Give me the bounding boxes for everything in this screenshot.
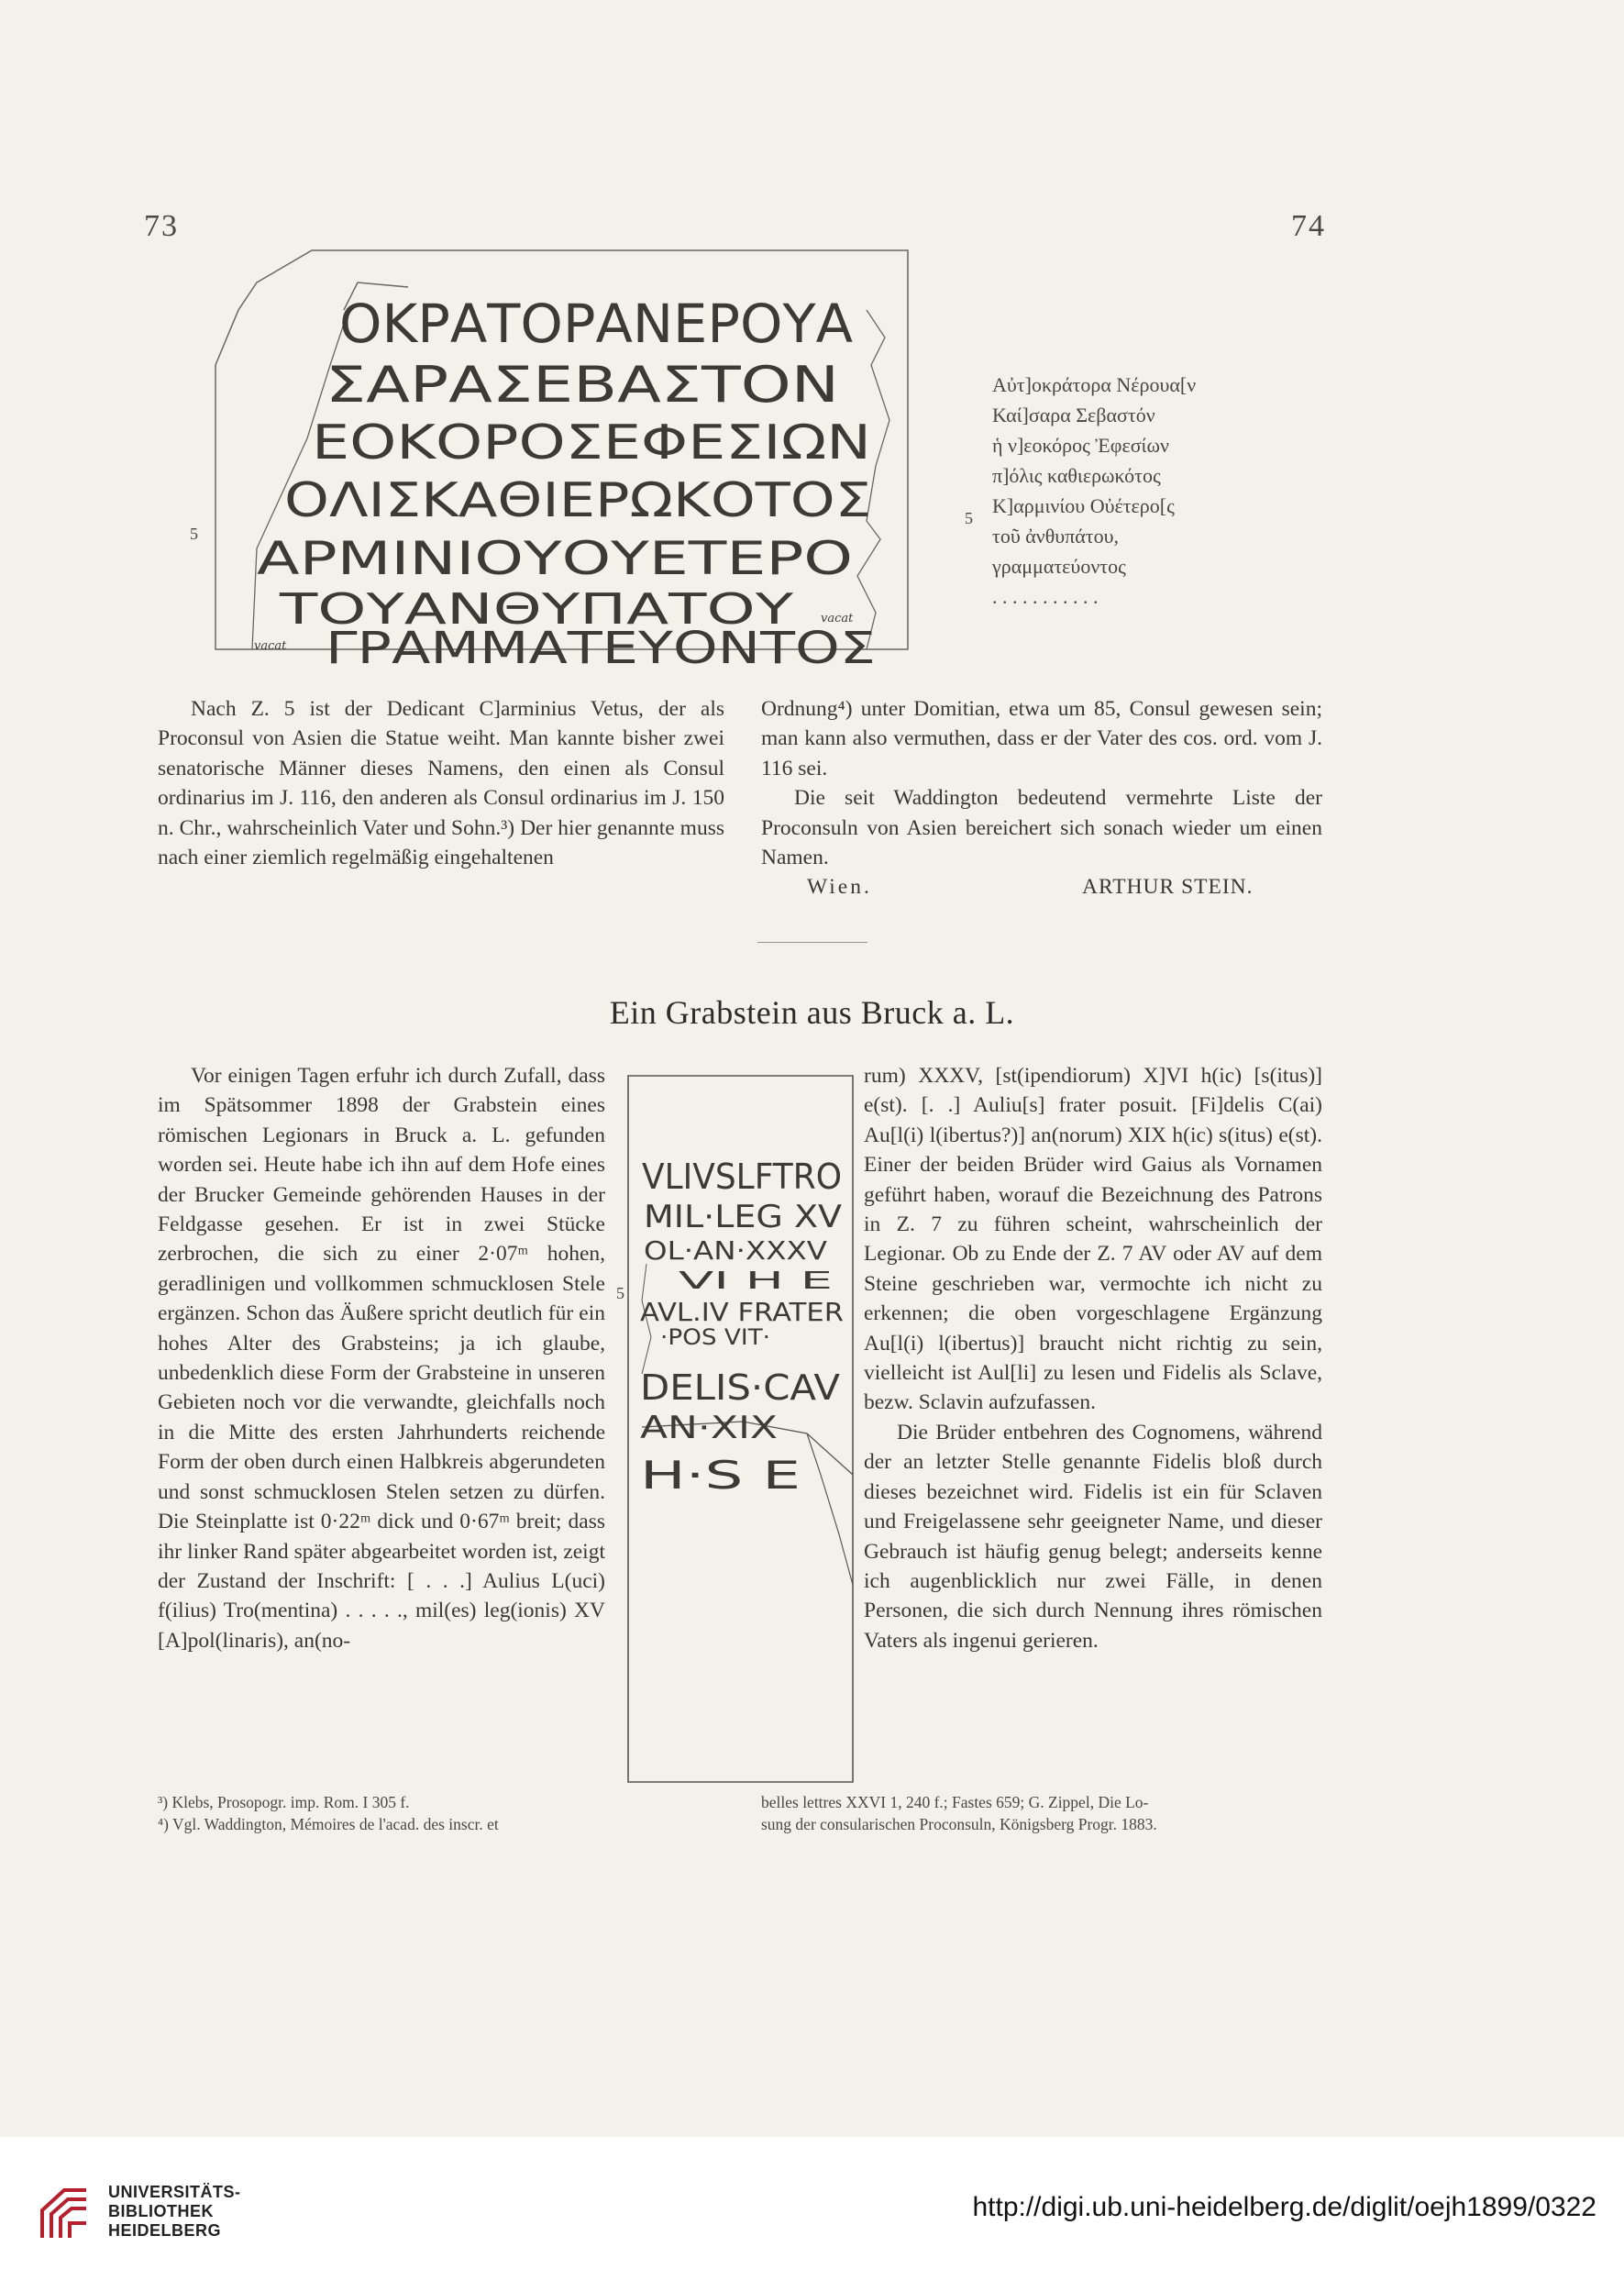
article1-author: ARTHUR STEIN.: [1082, 875, 1254, 900]
greek-insc-line-2: ΣΑΡΑΣΕΒΑΣΤΟΝ: [326, 356, 839, 414]
article1-right-paragraph-2: Die seit Waddington bedeutend vermehrte Liste der Proconsuln von Asien bereichert sich sonach wieder um einen Namen.: [761, 786, 1322, 870]
article1-right-paragraph-1: Ordnung⁴) unter Domitian, etwa um 85, Consul gewesen sein; man kann also vermuthen, dass er der Vater des cos. ord. vom J. 116 sei.: [761, 697, 1322, 780]
greek-trans-ellipsis: . . . . . . . . . . .: [992, 585, 1099, 608]
greek-transcription: [992, 370, 1196, 612]
greek-trans-line-3: ἡ ν]εοκόρος Ἐφεσίων: [992, 434, 1169, 457]
article1-left-paragraph: Nach Z. 5 ist der Dedicant C]arminius Vetus, der als Proconsul von Asien die Statue weiht. Man kannte bisher zwei senatorische Männer dieses Namens, den einen als Consul ordinarius im J. 116, den anderen als Consul ordinarius im J. 150 n. Chr., wahrscheinlich Vater und Sohn.³) Der hier genannte muss nach einer ziemlich regelmäßig eingehaltenen: [158, 697, 724, 870]
greek-insc-line-5: ΑΡΜΙΝΙΟΥΟΥΕΤΕΡΟ: [257, 532, 853, 585]
article1-right-column: [761, 694, 1322, 902]
greek-insc-line-marker: 5: [190, 525, 198, 543]
greek-insc-line-3: ΕΟΚΟΡΟΣΕΦΕΣΙΩΝ: [312, 415, 871, 470]
latin-insc-line-1: VLIVSLFTRO: [642, 1157, 842, 1197]
greek-trans-line-4: π]όλις καθιερωκότος: [992, 464, 1161, 487]
article2-title: Ein Grabstein aus Bruck a. L.: [609, 994, 1015, 1031]
greek-trans-line-5: Κ]αρμινίου Οὐέτερο[ς: [992, 494, 1175, 517]
greek-trans-line-6: τοῦ ἀνθυπάτου,: [992, 525, 1120, 548]
logo-line-3: HEIDELBERG: [108, 2221, 222, 2240]
logo-line-2: BIBLIOTHEK: [108, 2202, 214, 2220]
greek-inscription-drawing: [188, 246, 912, 668]
footnote-4-cont-1: belles lettres XXVI 1, 240 f.; Fastes 659; G. Zippel, Die Lo-: [761, 1793, 1149, 1811]
page-number-left: 73: [144, 209, 179, 243]
footnotes-right: [761, 1791, 1322, 1835]
article2-right-paragraph-2: Die Brüder entbehren des Cognomens, während der an letzter Stelle genannte Fidelis bloß durch dieses bezeichnet wird. Fidelis ist ein für Sclaven und Freigelassene sehr geeigneter Name, und dieser Gebrauch ist häufig genug belegt; anderseits kenne ich augenblicklich nur zwei Fälle, in denen Personen, die sich durch Nennung ihres römischen Vaters als ingenui gerieren.: [864, 1420, 1322, 1653]
article1-left-column: [158, 694, 724, 872]
greek-insc-vacat-2: vacat: [254, 639, 287, 653]
latin-insc-line-5: AVL.IV FRATER: [640, 1297, 844, 1327]
latin-insc-line-6: ·POS VIT·: [660, 1324, 770, 1350]
article2-left-column: [158, 1061, 605, 1655]
page-number-right: 74: [1291, 209, 1326, 243]
latin-insc-line-4: VI H E: [679, 1267, 833, 1295]
footnote-3: ³) Klebs, Prosopogr. imp. Rom. I 305 f.: [158, 1793, 410, 1811]
university-library-logo-text: [108, 2183, 241, 2241]
greek-trans-line-7: γραμματεύοντος: [992, 555, 1126, 578]
latin-insc-line-8: AN·XIX: [640, 1410, 778, 1446]
article1-signature: [761, 872, 1322, 902]
footer-bar: [0, 2137, 1624, 2280]
greek-insc-line-1: ΟΚΡΑΤΟΡΑΝΕΡΟΥΑ: [339, 293, 854, 355]
footnotes-left: [158, 1791, 726, 1835]
article2-left-paragraph: Vor einigen Tagen erfuhr ich durch Zufall, dass im Spätsommer 1898 der Grabstein eines römischen Legionars in Bruck a. L. gefunden worden sei. Heute habe ich ihn auf dem Hofe eines der Brucker Gemeinde gehörenden Hauses in der Feldgasse gesehen. Er ist in zwei Stücke zerbrochen, die sich zu einer 2·07ᵐ hohen, geradlinigen und vollkommen schmucklosen Stele ergänzen. Schon das Äußere spricht deutlich für ein hohes Alter des Grabsteins; ja ich glaube, unbedenklich diese Form der Grabsteine in unseren Gebieten noch vor die verwandte, gleichfalls noch in die Mitte des ersten Jahrhunderts reichende Form der oben durch einen Halbkreis abgerundeten und sonst schmucklosen Stelen setzen zu dürfen. Die Steinplatte ist 0·22ᵐ dick und 0·67ᵐ breit; dass ihr linker Rand später abgearbeitet worden ist, zeigt der Zustand der Inschrift: [ . . .] Aulius L(uci) f(ilius) Tro(mentina) . . . . ., mil(es) leg(ionis) XV [A]pol(linaris), an(no-: [158, 1064, 605, 1653]
footnote-4-cont-2: sung der consularischen Proconsuln, Königsberg Progr. 1883.: [761, 1815, 1157, 1833]
greek-insc-line-6: ΤΟΥΑΝΘΥΠΑΤΟΥ: [278, 584, 795, 634]
article-separator: [757, 942, 867, 943]
latin-insc-line-2: MIL·LEG XV: [644, 1199, 842, 1235]
logo-line-1: UNIVERSITÄTS-: [108, 2183, 241, 2201]
article2-right-column: [864, 1061, 1322, 1655]
latin-insc-line-3: OL·AN·XXXV: [644, 1235, 827, 1266]
article1-place: Wien.: [807, 875, 872, 900]
greek-trans-line-1: Αὐτ]οκράτορα Νέρουα[ν: [992, 373, 1197, 396]
latin-inscription-drawing: [624, 1071, 862, 1787]
latin-insc-line-9: H·S E: [640, 1453, 801, 1498]
latin-insc-line-7: DELIS·CAV: [640, 1367, 840, 1408]
source-url[interactable]: http://digi.ub.uni-heidelberg.de/diglit/oejh1899/0322: [972, 2192, 1596, 2222]
university-library-logo-icon: [37, 2174, 95, 2241]
greek-trans-line-2: Καί]σαρα Σεβαστόν: [992, 404, 1155, 426]
article2-right-paragraph-1: rum) XXXV, [st(ipendiorum) X]VI h(ic) [s(itus)] e(st). [. .] Auliu[s] frater posuit. [Fi]delis C(ai) Au[l(i) l(ibertus?)] an(norum) XIX h(ic) s(itus) e(st). Einer der beiden Brüder wird Gaius als Vornamen geführt haben, worauf die Bezeichnung des Patrons in Z. 7 zu führen scheint, wahrscheinlich der Legionar. Ob zu Ende der Z. 7 AV oder AV auf dem Steine geschrieben war, vermochte ich nicht zu erkennen; die oben vorgeschlagene Ergänzung Au[l(i) l(ibertus)] braucht nicht richtig zu sein, vielleicht ist Aul[li] zu lesen und Fidelis als Sclave, bezw. Sclavin aufzufassen.: [864, 1064, 1322, 1415]
greek-trans-line-marker: 5: [965, 509, 973, 527]
greek-insc-line-4: ΟΛΙΣΚΑΘΙΕΡΩΚΟΤΟΣ: [284, 473, 872, 528]
footnote-4: ⁴) Vgl. Waddington, Mémoires de l'acad. des inscr. et: [158, 1815, 499, 1833]
greek-insc-line-7: ΓΡΑΜΜΑΤΕΥΟΝΤΟΣ: [326, 623, 876, 668]
latin-insc-line-marker: 5: [616, 1284, 624, 1302]
greek-insc-vacat-1: vacat: [821, 612, 854, 625]
